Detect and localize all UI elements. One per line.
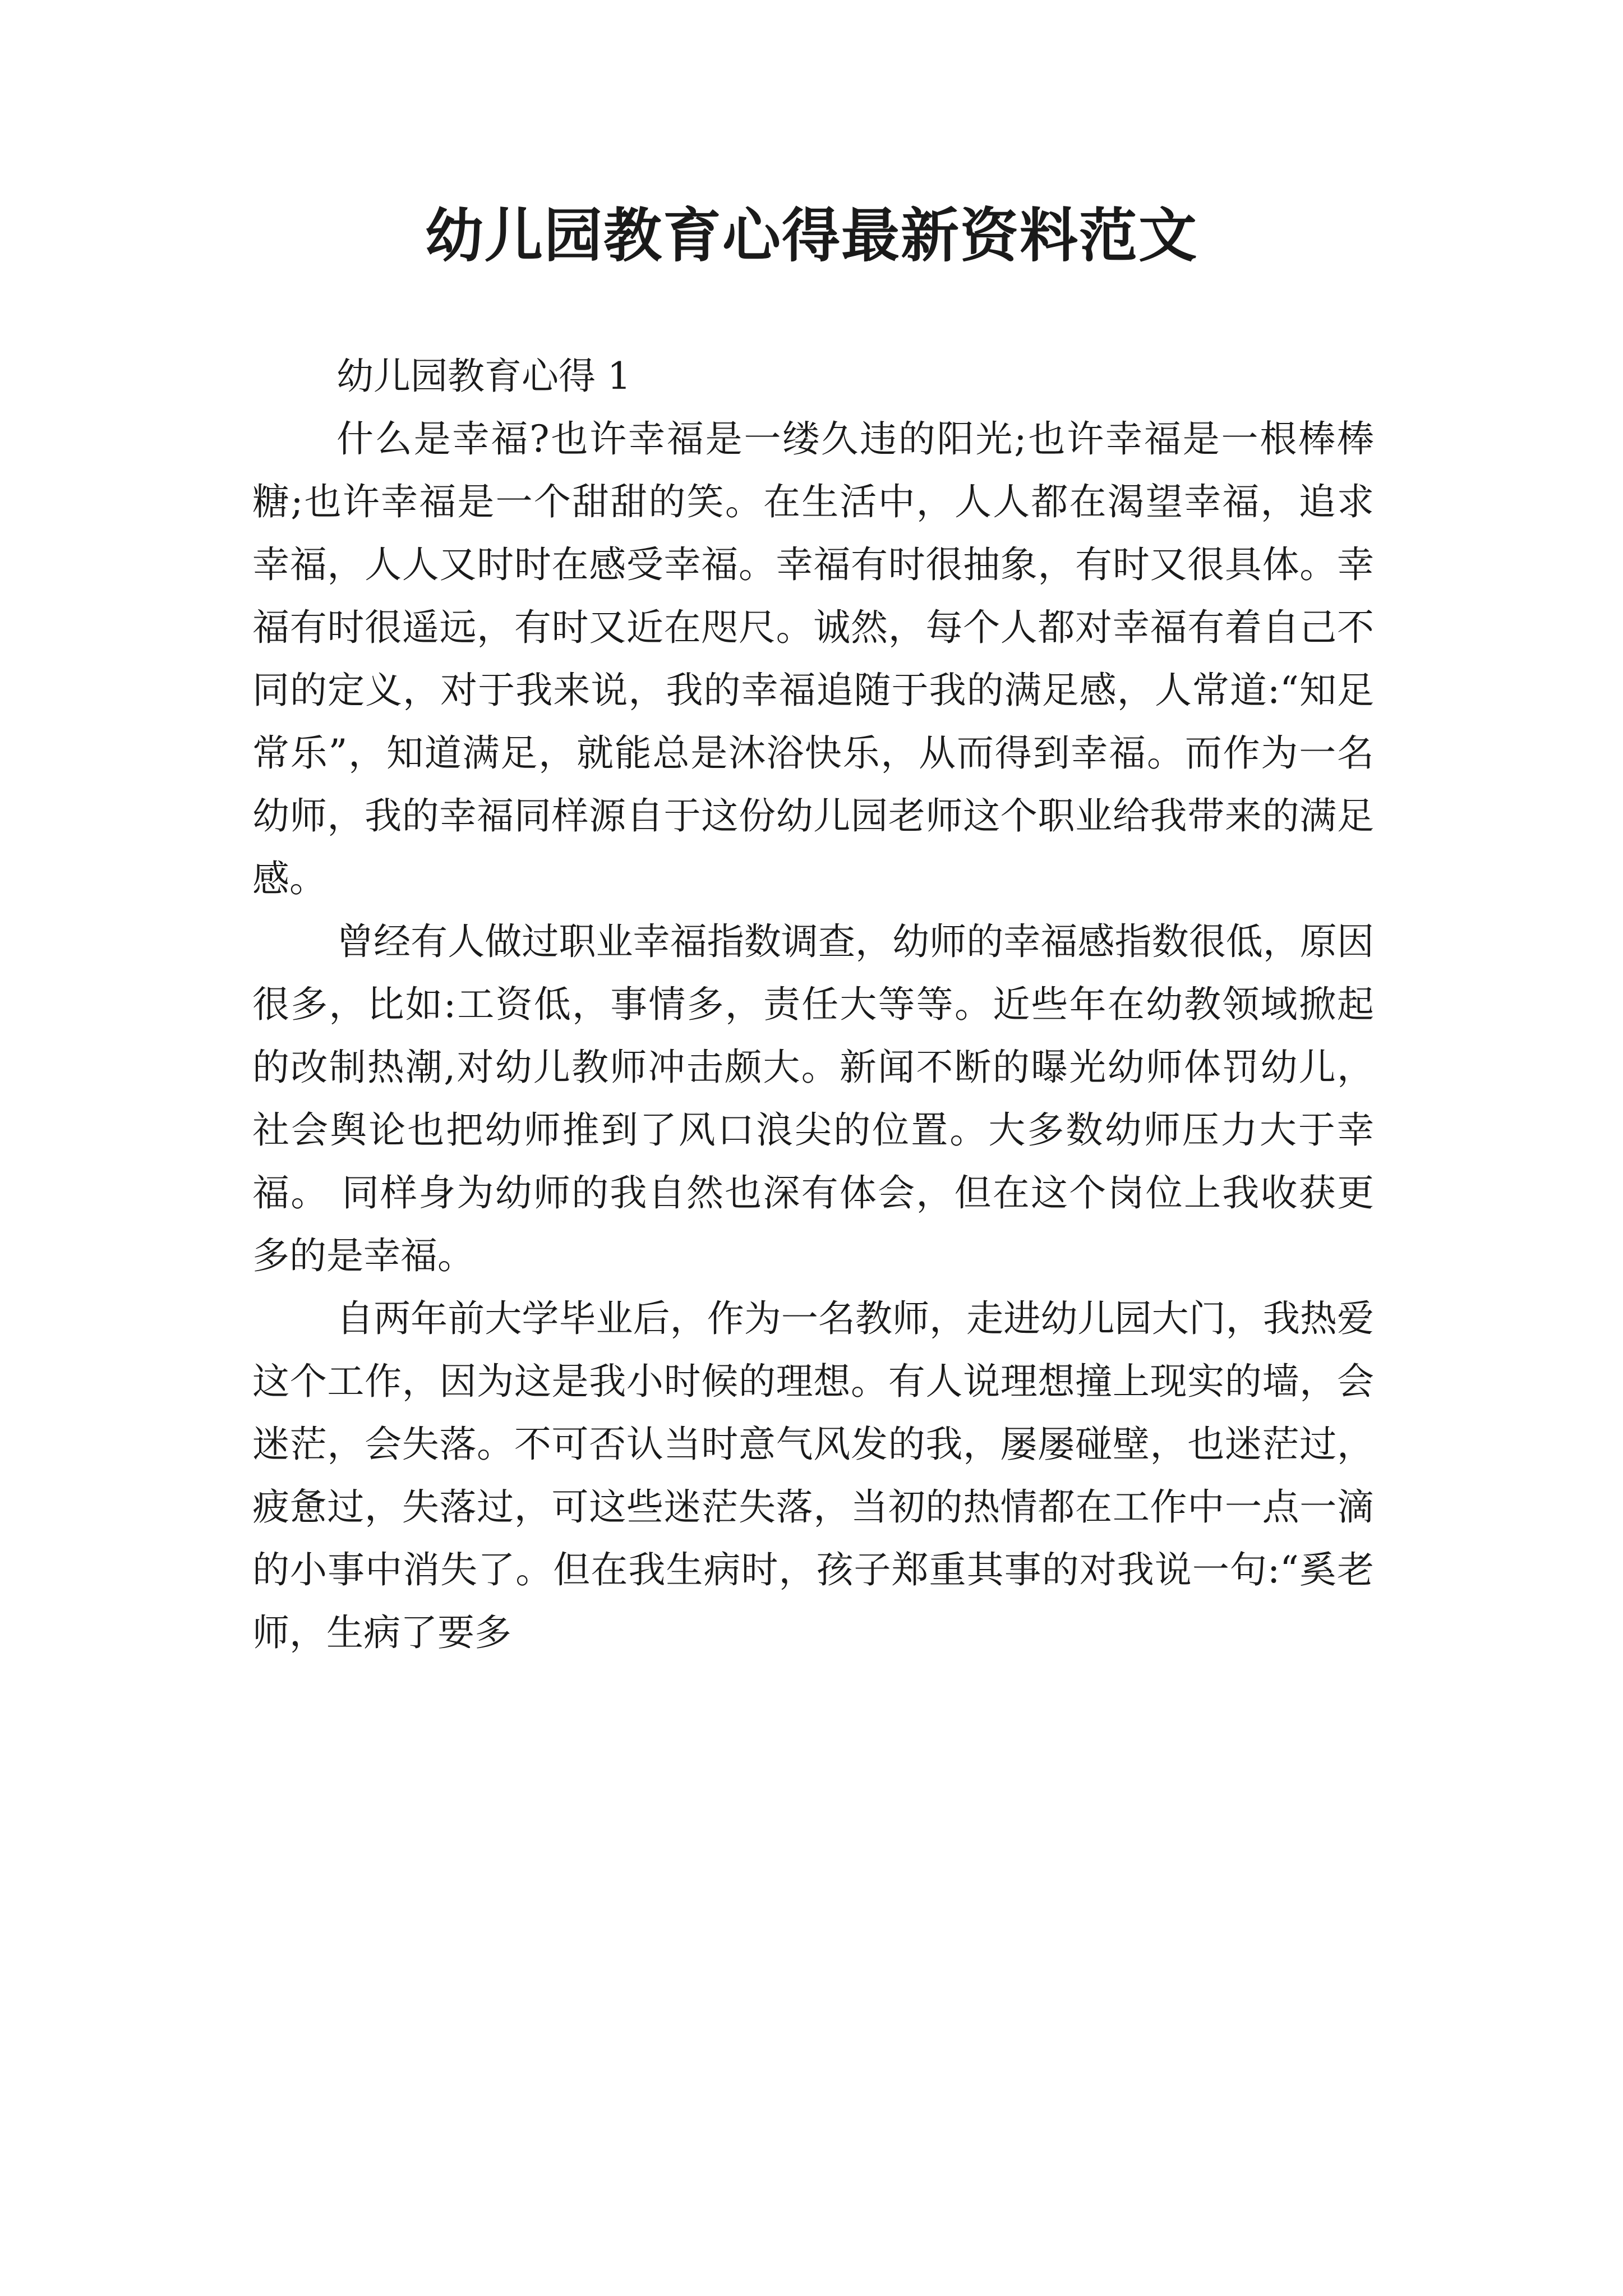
paragraph-1: 什么是幸福?也许幸福是一缕久违的阳光;也许幸福是一根棒棒糖;也许幸福是一个甜甜的笑。在生活中，人人都在渴望幸福，追求幸福，人人又时时在感受幸福。幸福有时很抽象，有时又很具体。幸福有时很遥远，有时又近在咫尺。诚然，每个人都对幸福有着自己不同的定义，对于我来说，我的幸福追随于我的满足感，人常道:“知足常乐”，知道满足，就能总是沐浴快乐，从而得到幸福。而作为一名幼师，我的幸福同样源自于这份幼儿园老师这个职业给我带来的满足感。 <box>252 417 1374 900</box>
document-body <box>252 345 1374 1664</box>
section-heading: 幼儿园教育心得 1 <box>336 355 631 398</box>
paragraph-3: 自两年前大学毕业后，作为一名教师，走进幼儿园大门，我热爱这个工作，因为这是我小时候的理想。有人说理想撞上现实的墙，会迷茫，会失落。不可否认当时意气风发的我，屡屡碰壁，也迷茫过，疲惫过，失落过，可这些迷茫失落，当初的热情都在工作中一点一滴的小事中消失了。但在我生病时，孩子郑重其事的对我说一句:“奚老师，生病了要多 <box>252 1297 1374 1654</box>
paragraph-2: 曾经有人做过职业幸福指数调查，幼师的幸福感指数很低，原因很多，比如:工资低，事情多，责任大等等。近些年在幼教领域掀起的改制热潮,对幼儿教师冲击颇大。新闻不断的曝光幼师体罚幼儿，社会舆论也把幼师推到了风口浪尖的位置。大多数幼师压力大于幸福。 同样身为幼师的我自然也深有体会，但在这个岗位上我收获更多的是幸福。 <box>252 920 1374 1277</box>
document-title: 幼儿园教育心得最新资料范文 <box>425 201 1198 270</box>
